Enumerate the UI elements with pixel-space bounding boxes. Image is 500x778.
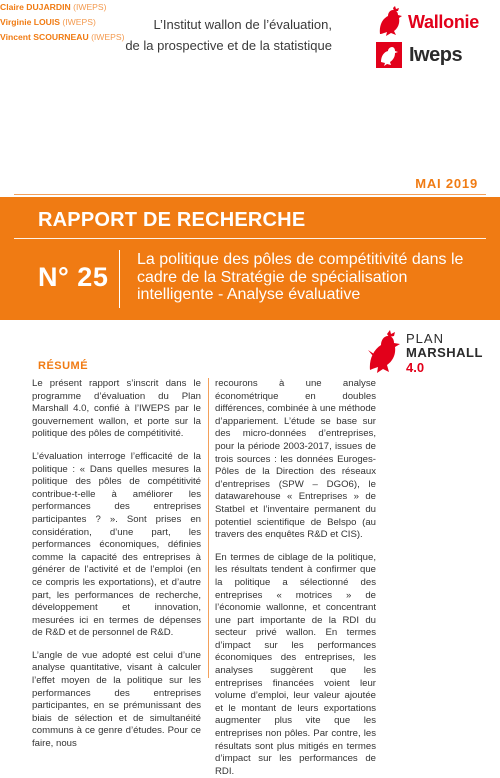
iweps-mark-icon bbox=[376, 42, 402, 68]
summary-paragraph-2: L’évaluation interroge l’efficacité de la politique : « Dans quelles mesures la politique des pôles de compétitivité contribue-t-elle à améliorer les performances des entreprises participantes ? ». Sont prises en considération, d’une part, les performances économiques, définies comme la capacité des entreprises à générer de l’activité et de l’emploi (en ce compris les exportations), et d’autre part, les performances de recherche, développement et innovation, mesurées ici en termes de dépenses de R&D et de personnel de R&D. bbox=[32, 450, 201, 639]
summary-paragraph-1: Le présent rapport s’inscrit dans le programme d’évaluation du Plan Marshall 4.0, confié à l’IWEPS par le gouvernement wallon, et porte sur la politique des pôles de compétitivité. bbox=[32, 378, 201, 440]
publication-date: MAI 2019 bbox=[415, 176, 478, 191]
plan-marshall-version: 4.0 bbox=[406, 360, 425, 375]
band-vertical-divider bbox=[119, 250, 120, 308]
plan-marshall-word-marshall: MARSHALL bbox=[406, 345, 483, 360]
institute-line-2: de la prospective et de la statistique bbox=[125, 38, 332, 53]
report-number: N° 25 bbox=[38, 262, 109, 292]
iweps-wordmark: Iweps bbox=[409, 44, 463, 66]
report-type: RAPPORT DE RECHERCHE bbox=[38, 209, 306, 231]
institute-line-1: L’Institut wallon de l’évaluation, bbox=[153, 17, 332, 32]
summary-paragraph-3: L’angle de vue adopté est celui d’une analyse quantitative, visant à calculer l’effet moyen de la politique sur les performances des entreprises participantes, en se prémunissant des biais de sélection et de simultanéité communs à ce genre d’études. Pour ce faire, nous bbox=[32, 649, 201, 750]
wallonie-logo bbox=[372, 6, 492, 40]
plan-marshall-logo bbox=[364, 328, 494, 378]
wallonie-rooster-icon bbox=[374, 6, 406, 38]
author-3: Vincent SCOURNEAU (IWEPS) bbox=[0, 32, 125, 42]
wallonie-wordmark: Wallonie bbox=[408, 12, 479, 32]
institute-name bbox=[32, 14, 332, 56]
summary-column-1 bbox=[32, 378, 201, 750]
date-divider bbox=[14, 194, 486, 195]
plan-marshall-rooster-icon bbox=[366, 330, 404, 374]
author-1: Claire DUJARDIN (IWEPS) bbox=[0, 2, 107, 12]
summary-column-2 bbox=[208, 378, 376, 777]
summary-heading: RÉSUMÉ bbox=[38, 360, 89, 372]
summary-paragraph-5: En termes de ciblage de la politique, les résultats tendent à confirmer que la politique a sélectionné des entreprises « motrices » de l’économie wallonne, et concentrant une part importante de la RDI du secteur privé wallon. En termes d’impact sur les performances économiques des entreprises, les analyses suggèrent que les entreprises financées voient leur volume d’emploi, leur valeur ajoutée et le montant de leurs exportations augmenter plus vite que les entreprises non pôles. Par contre, les résultats sont plus mitigés en termes d’impact sur les performances de RDI. bbox=[215, 551, 376, 777]
author-2: Virginie LOUIS (IWEPS) bbox=[0, 17, 96, 27]
iweps-logo bbox=[372, 42, 492, 70]
summary-paragraph-4: recourons à une analyse économétrique en doubles différences, combinée à une méthode d’appariement. L’étude se base sur des micro-données d’entreprises, pour la période 2003-2017, issues de trois sources : les données Euroges-Pôles de la Direction des réseaux d’entreprises (SPW – DGO6), le datawarehouse « Entreprises » de Statbel et l’inventaire permanent du potentiel scientifique de Belspo (au travers des enquêtes R&D et CIS). bbox=[215, 378, 376, 541]
plan-marshall-word-plan: PLAN bbox=[406, 331, 444, 346]
band-divider bbox=[14, 238, 486, 239]
report-title: La politique des pôles de compétitivité dans le cadre de la Stratégie de spécialisation intelligente - Analyse évaluative bbox=[137, 251, 464, 303]
